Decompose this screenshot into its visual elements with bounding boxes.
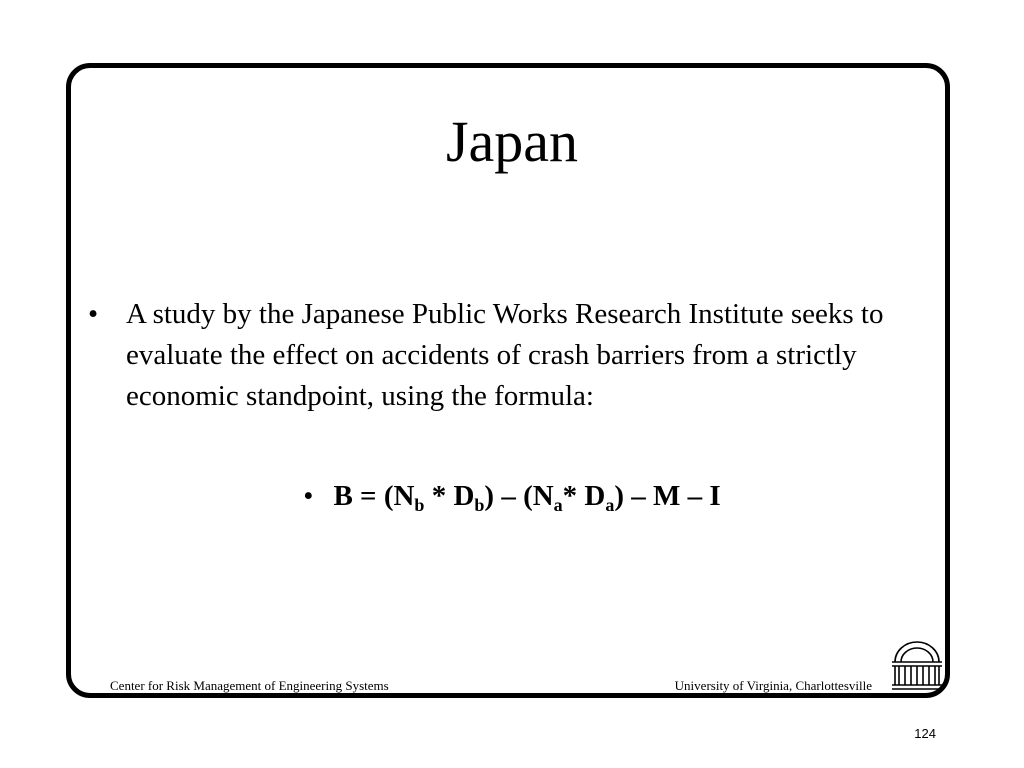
formula-bullet-item [0,476,1024,516]
formula-subscript: a [553,495,563,515]
formula-subscript: b [414,495,425,515]
formula-part: * D [424,480,475,512]
formula [333,480,721,515]
bullet-icon: • [88,298,99,330]
footer-right-text: University of Virginia, Charlottesville [674,678,872,693]
bullet-list [88,294,918,417]
footer-left-text: Center for Risk Management of Engineering Systems [110,678,389,693]
rotunda-logo-icon [889,636,945,692]
bullet-text: A study by the Japanese Public Works Research Institute seeks to evaluate the effect on accidents of crash barriers from a strictly economic standpoint, using the formula: [126,298,884,412]
page-number: 124 [914,726,936,741]
formula-subscript: b [474,495,485,515]
formula-part: * D [562,480,606,512]
formula-subscript: a [605,495,615,515]
bullet-item [88,294,918,417]
formula-part: ) – (N [484,480,554,512]
sub-bullet-icon: • [303,480,314,512]
formula-part: B = (N [333,480,415,512]
slide-title: Japan [445,109,579,174]
formula-part: ) – M – I [614,480,721,512]
